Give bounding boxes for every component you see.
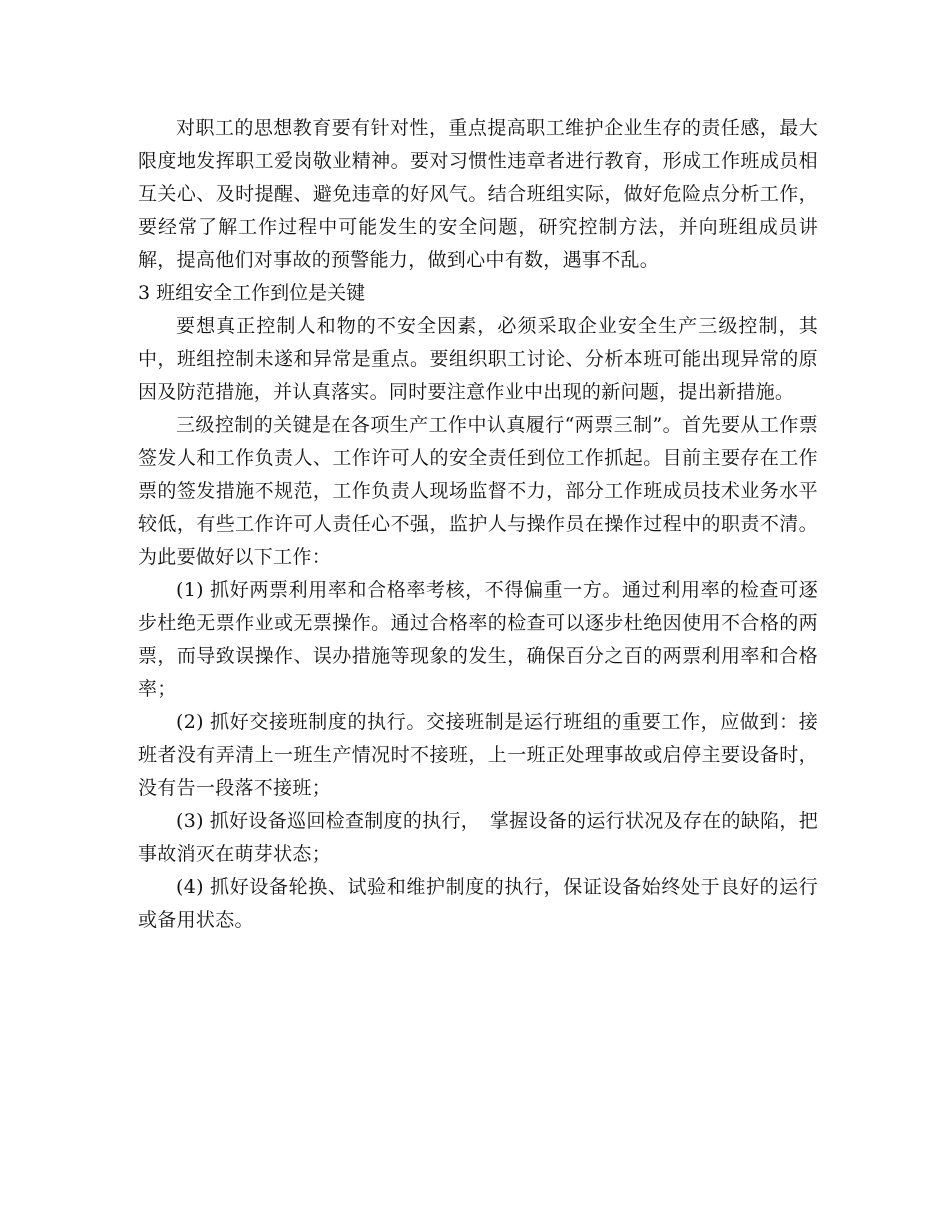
paragraph-three-level-control: 要想真正控制人和物的不安全因素，必须采取企业安全生产三级控制，其中，班组控制未遂和异常是重点。要组织职工讨论、分析本班可能出现异常的原因及防范措施，并认真落实。同时要注意作业中出现的新问题，提出新措施。 [138,315,818,403]
list-item-1 [138,574,818,706]
document-body [138,112,818,937]
list-item-text: 抓好两票利用率和合格率考核，不得偏重一方。通过利用率的检查可逐步杜绝无票作业或无票操作。通过合格率的检查可以逐步杜绝因使用不合格的两票，而导致误操作、误办措施等现象的发生，确保百分之百的两票利用率和合格率； [138,579,818,700]
list-item-text: 抓好交接班制度的执行。交接班制是运行班组的重要工作，应做到：接班者没有弄清上一班生产情况时不接班，上一班正处理事故或启停主要设备时，没有告一段落不接班； [138,711,818,799]
list-item-number: (4) [176,876,204,898]
list-item-4 [138,871,818,937]
paragraph-two-tickets-three-systems: 三级控制的关键是在各项生产工作中认真履行“两票三制”。首先要从工作票签发人和工作负责人、工作许可人的安全责任到位工作抓起。目前主要存在工作票的签发措施不规范，工作负责人现场监督不力，部分工作班成员技术业务水平较低，有些工作许可人责任心不强，监护人与操作员在操作过程中的职责不清。为此要做好以下工作： [138,414,818,568]
list-item-number: (3) [176,810,204,832]
list-item-number: (2) [176,711,204,733]
section-heading-3: 3 班组安全工作到位是关键 [138,282,366,304]
list-item-3 [138,805,818,871]
list-item-text: 抓好设备巡回检查制度的执行， 掌握设备的运行状况及存在的缺陷，把事故消灭在萌芽状态； [138,810,818,865]
list-item-text: 抓好设备轮换、试验和维护制度的执行，保证设备始终处于良好的运行或备用状态。 [138,876,818,931]
list-item-number: (1) [176,579,204,601]
list-item-2 [138,706,818,805]
paragraph-ideological-education: 对职工的思想教育要有针对性，重点提高职工维护企业生存的责任感，最大限度地发挥职工爱岗敬业精神。要对习惯性违章者进行教育，形成工作班成员相互关心、及时提醒、避免违章的好风气。结合班组实际，做好危险点分析工作，要经常了解工作过程中可能发生的安全问题，研究控制方法，并向班组成员讲解，提高他们对事故的预警能力，做到心中有数，遇事不乱。 [138,117,818,271]
